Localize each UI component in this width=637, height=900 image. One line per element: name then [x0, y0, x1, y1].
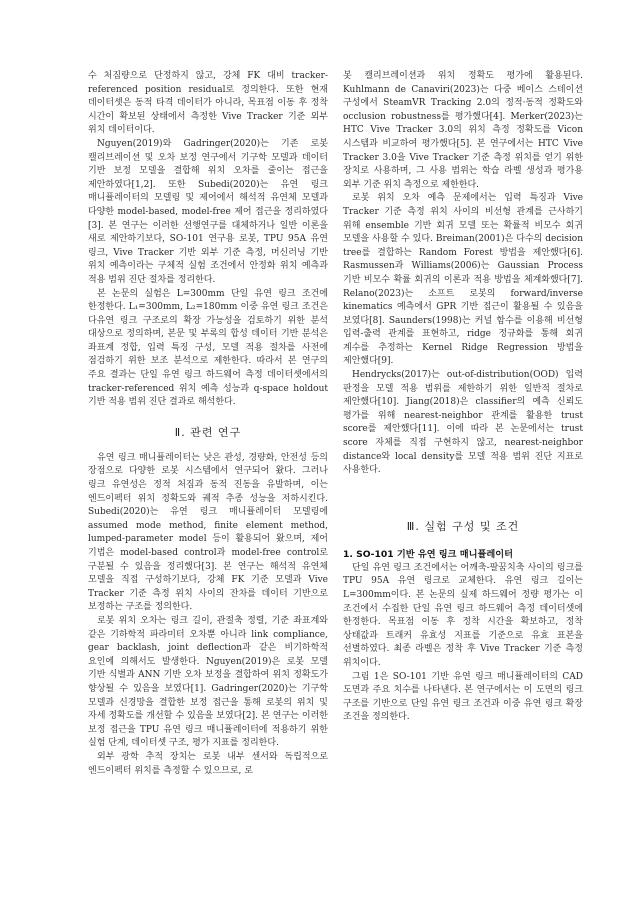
section-heading: Ⅱ. 관련 연구 [174, 425, 242, 439]
body-paragraph: 로봇 위치 오차 예측 문제에서는 입력 특징과 Vive Tracker 기준 측정 위치 사이의 비선형 관계를 근사하기 위해 ensemble 기반 회귀 모델 또는 확률적 비모수 회귀 모델을 사용할 수 있다. Breiman(2001)은 다수의 decision tree를 결합하는 Random Forest 방법을 제안했다[6]. Rasmussen과 Williams(2006)는 Gaussian Process 기반 비모수 확률 회귀의 이론과 적용 방법을 체계화했다[7]. Relano(2023)는 소프트 로봇의 forward/inverse kinematics 예측에서 GPR 기반 접근이 활용될 수 있음을 보였다[8]. Saunders(1998)는 커널 함수를 이용해 비선형 입력-출력 관계를 표현하고, ridge 정규화를 통해 회귀 계수를 추정하는 Kernel Ridge Regression 방법을 제안했다[9]. [343, 193, 583, 367]
right-column [343, 70, 583, 725]
body-paragraph: 본 논문의 실험은 L=300mm 단일 유연 링크 조건에 한정한다. L₁=300mm, L₂=180mm 이중 유연 링크 조건은 다유연 링크 구조로의 확장 가능성을 검토하기 위한 분석 대상으로 정의하며, 본문 및 부록의 합성 데이터 기반 분석은 좌표계 정합, 입력 특징 구성, 모델 적용 절차를 사전에 점검하기 위한 보조 분석으로 제한한다. 따라서 본 연구의 주요 결과는 단일 유연 링크 하드웨어 측정 데이터셋에서의 tracker-referenced 위치 예측 성능과 q-space holdout 기반 적용 범위 진단 결과로 해석한다. [88, 288, 328, 408]
body-paragraph: 수 처짐량으로 단정하지 않고, 강체 FK 대비 tracker-referenced position residual로 정의한다. 또한 현재 데이터셋은 동적 타격 데이터가 아니라, 목표점 이동 후 정착 시간이 확보된 상태에서 측정한 Vive Tracker 기준 외부 위치 데이터이다. [88, 71, 328, 136]
section-spacer [343, 478, 583, 504]
body-paragraph: 봇 캘리브레이션과 위치 정확도 평가에 활용된다. Kuhlmann de Canaviri(2023)는 다중 베이스 스테이션 구성에서 SteamVR Tracking 2.0의 정적·동적 정확도와 occlusion robustness를 평가했다[4]. Merker(2023)는 HTC Vive Tracker 3.0의 위치 측정 정확도를 Vicon 시스템과 비교하여 평가했다[5]. 본 연구에서는 HTC Vive Tracker 3.0을 Vive Tracker 기준 측정 위치를 얻기 위한 장치로 사용하며, 그 사용 범위는 학습 라벨 생성과 평가용 외부 기준 위치 측정으로 제한한다. [343, 71, 583, 190]
body-paragraph: 외부 광학 추적 장치는 로봇 내부 센서와 독립적으로 엔드이펙터 위치를 측정할 수 있으므로, 로 [88, 751, 328, 776]
body-paragraph: 단일 유연 링크 조건에서는 어깨축-팔꿈치축 사이의 링크를 TPU 95A 유연 링크로 교체한다. 유연 링크 길이는 L=300mm이다. 본 논문의 실제 하드웨어 정량 평가는 이 조건에서 수집한 단일 유연 링크 하드웨어 측정 데이터셋에 한정한다. 목표점 이동 후 정착 시간을 확보하고, 정착 상태값과 트래커 유효성 지표를 기준으로 유효 표본을 선별하였다. 최종 라벨은 정착 후 Vive Tracker 기준 측정 위치이다. [343, 562, 583, 668]
body-paragraph: Hendrycks(2017)는 out-of-distribution(OOD) 입력 판정을 모델 적용 범위를 제한하기 위한 일반적 절차로 제안했다[10]. Jiang(2018)은 classifier의 예측 신뢰도 평가를 위해 nearest-neighbor 관계를 활용한 trust score를 제안했다[11]. 이에 따라 본 논문에서는 trust score 자체를 직접 구현하지 않고, nearest-neighbor distance와 local density를 모델 적용 범위 진단 지표로 사용한다. [343, 370, 583, 476]
body-paragraph: 로봇 위치 오차는 링크 길이, 관절축 정렬, 기준 좌표계와 같은 기하학적 파라미터 오차뿐 아니라 link compliance, gear backlash, joint deflection과 같은 비기하학적 요인에 의해서도 발생한다. Nguyen(2019)은 로봇 모델 기반 식별과 ANN 기반 오차 보정을 결합하여 위치 정확도가 향상될 수 있음을 보였다[1]. Gadringer(2020)는 기구학 모델과 신경망을 결합한 보정 접근을 통해 로봇의 위치 및 자세 정확도를 개선할 수 있음을 보였다[2]. 본 연구는 이러한 보정 접근을 TPU 유연 링크 매니퓰레이터에 적용하기 위한 실험 단계, 데이터셋 구조, 평가 지표를 정리한다. [88, 615, 328, 749]
body-paragraph: 그림 1은 SO-101 기반 유연 링크 매니퓰레이터의 CAD 도면과 주요 치수를 나타낸다. 본 연구에서는 이 도면의 링크 구조를 기반으로 단일 유연 링크 조건과 이중 유연 링크 확장 조건을 정의한다. [343, 671, 583, 723]
section-heading: Ⅲ. 실험 구성 및 조건 [406, 519, 520, 533]
left-column [88, 70, 328, 778]
body-paragraph: Nguyen(2019)와 Gadringer(2020)는 기존 로봇 캘리브레이션 및 오차 보정 연구에서 기구학 모델과 데이터 기반 보정 모델을 결합해 위치 오차를 줄이는 접근을 제안하였다[1,2]. 또한 Subedi(2020)는 유연 링크 매니퓰레이터의 모델링 및 제어에서 해석적 유연체 모델과 다양한 model-based, model-free 제어 접근을 정리하였다[3]. 본 연구는 이러한 선행연구를 대체하거나 일반 이론을 새로 제안하기보다, SO-101 연구용 로봇, TPU 95A 유연 링크, Vive Tracker 기반 외부 기준 측정, 머신러닝 기반 위치 예측이라는 구체적 실험 조건에서 안정화 위치 예측과 적용 범위 진단 절차를 정리한다. [88, 138, 328, 285]
subsection-heading: 1. SO-101 기반 유연 링크 매니퓰레이터 [343, 548, 513, 560]
body-paragraph: 유연 링크 매니퓰레이터는 낮은 관성, 경량화, 안전성 등의 장점으로 다양한 로봇 시스템에서 연구되어 왔다. 그러나 링크 유연성은 정적 처짐과 동적 진동을 유발하며, 이는 엔드이펙터 위치 정확도와 궤적 추종 성능을 저하시킨다. Subedi(2020)는 유연 링크 매니퓰레이터 모델링에 assumed mode method, finite element method, lumped-parameter model 등이 활용되어 왔으며, 제어 기법은 model-based control과 model-free control로 구분될 수 있음을 정리했다[3]. 본 연구는 해석적 유연체 모델을 직접 구성하기보다, 강체 FK 기준 모델과 Vive Tracker 기준 측정 위치 사이의 잔차를 데이터 기반으로 보정하는 구조를 정의한다. [88, 452, 328, 613]
